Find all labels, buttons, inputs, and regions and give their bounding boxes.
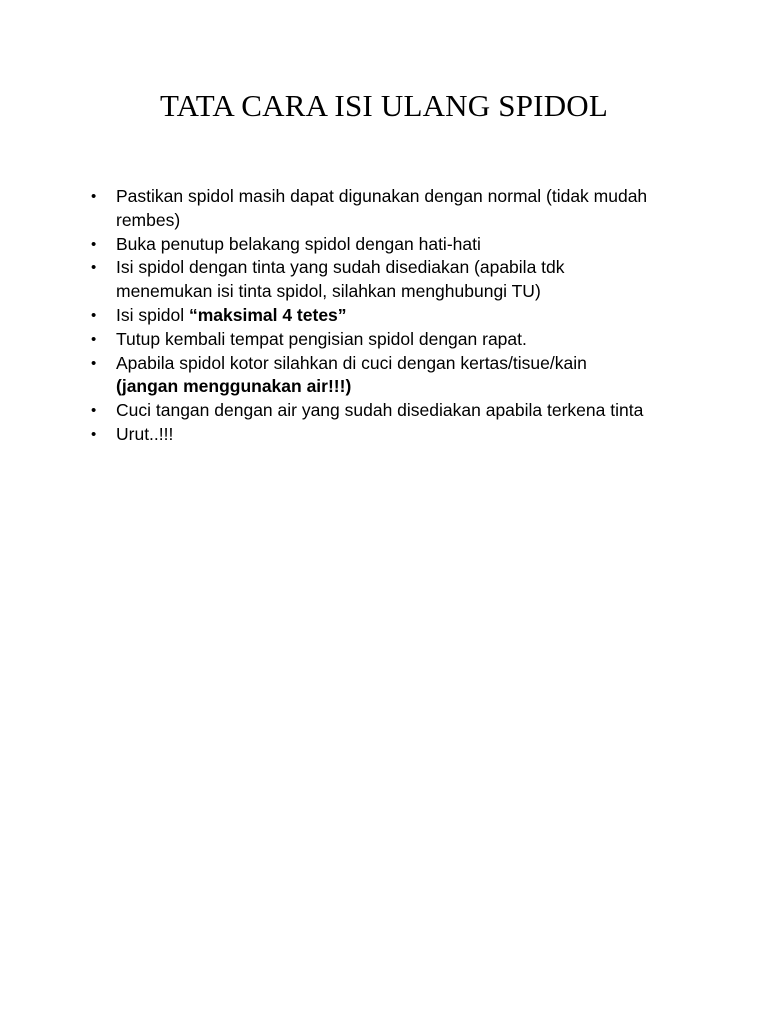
- list-item-bold-text: (jangan menggunakan air!!!): [116, 376, 352, 397]
- list-item: [88, 423, 648, 447]
- bullet-icon: •: [91, 425, 97, 443]
- list-item: [88, 185, 648, 233]
- list-item: [88, 328, 648, 352]
- bullet-icon: •: [91, 330, 97, 348]
- list-item-text: Buka penutup belakang spidol dengan hati-hati: [116, 233, 481, 254]
- list-item-text: Isi spidol: [116, 304, 189, 325]
- list-item-text: Pastikan spidol masih dapat digunakan dengan normal (tidak mudah rembes): [116, 186, 648, 230]
- bullet-icon: •: [91, 402, 97, 420]
- list-item: [88, 233, 648, 257]
- bullet-icon: •: [91, 259, 97, 277]
- list-item-text: Urut..!!!: [116, 423, 174, 444]
- bullet-icon: •: [91, 306, 97, 324]
- bullet-icon: •: [91, 188, 97, 205]
- list-item-bold-text: “maksimal 4 tetes”: [188, 304, 347, 325]
- list-item-text: Isi spidol dengan tinta yang sudah disediakan (apabila tdk menemukan isi tinta spidol, silahkan menghubungi TU): [116, 257, 565, 302]
- list-item-text: Cuci tangan dengan air yang sudah disediakan apabila terkena tinta: [116, 400, 644, 421]
- instruction-list: [88, 185, 648, 447]
- list-item-text: Tutup kembali tempat pengisian spidol dengan rapat.: [116, 328, 527, 349]
- list-item: [88, 399, 648, 423]
- document-title: TATA CARA ISI ULANG SPIDOL: [159, 88, 609, 123]
- list-item-text: Apabila spidol kotor silahkan di cuci dengan kertas/tisue/kain: [116, 352, 587, 373]
- bullet-icon: •: [91, 354, 97, 372]
- list-item: [88, 352, 648, 400]
- list-item: [88, 256, 648, 304]
- bullet-icon: •: [91, 235, 97, 253]
- list-item: [88, 304, 648, 328]
